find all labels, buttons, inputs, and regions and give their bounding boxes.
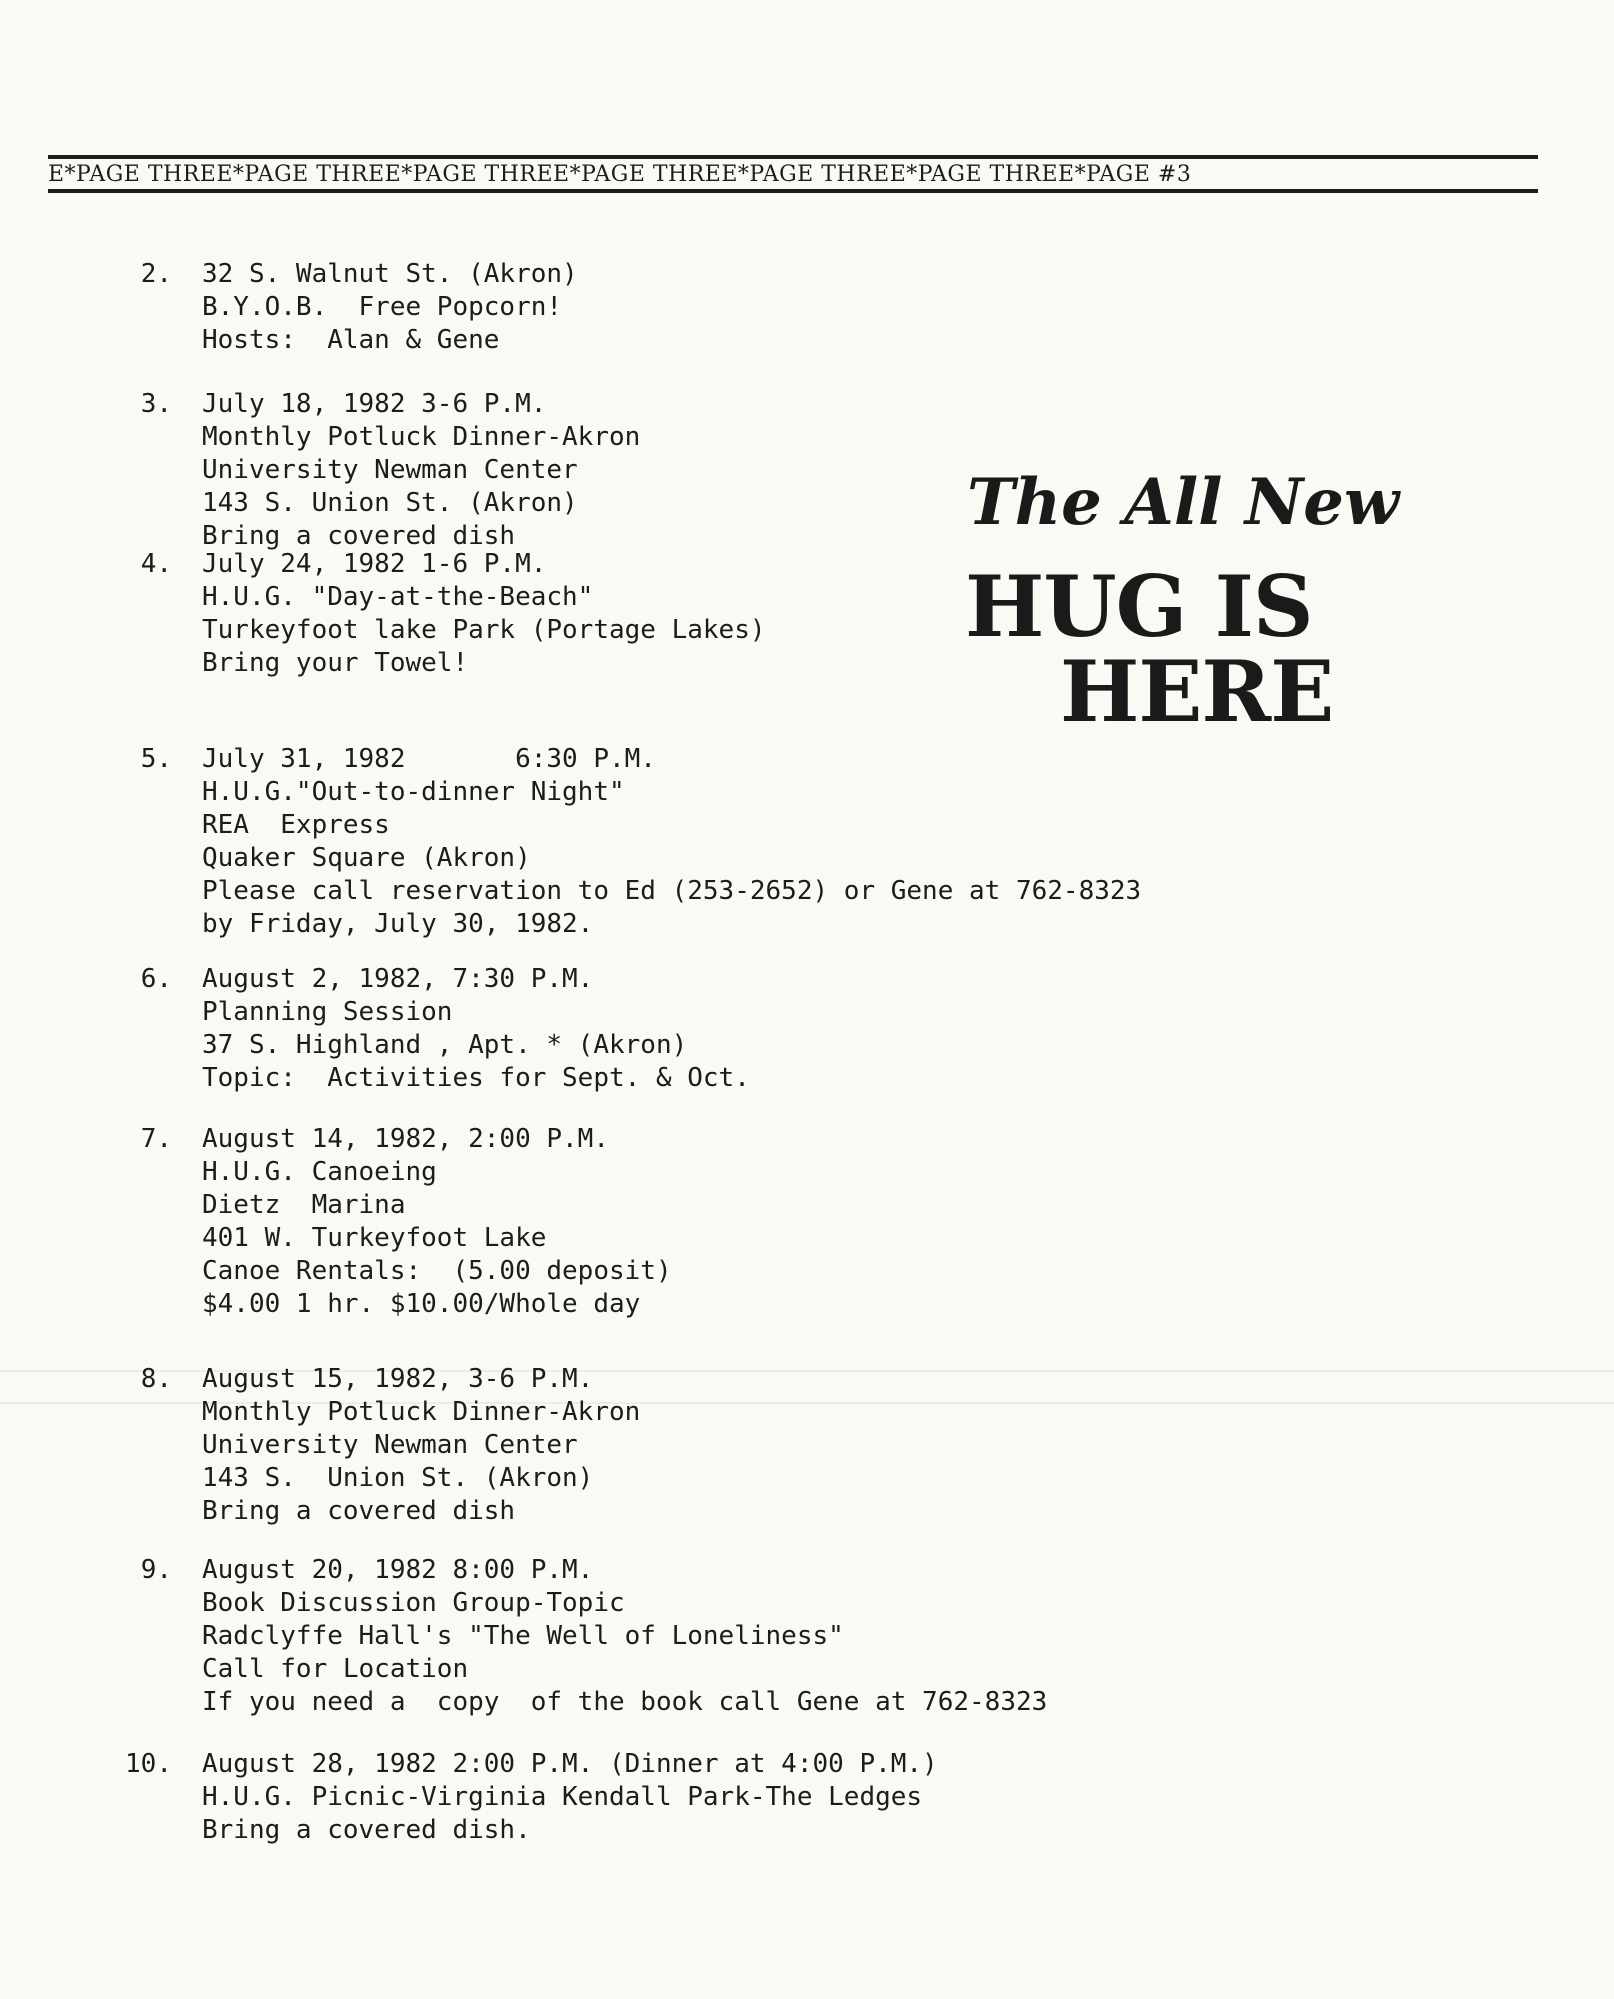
event-line: August 14, 1982, 2:00 P.M. — [202, 1124, 609, 1154]
event-line: 32 S. Walnut St. (Akron) — [202, 259, 578, 289]
event-number: 3. — [140, 389, 172, 419]
event-item — [120, 388, 1382, 553]
event-line: Quaker Square (Akron) — [202, 843, 531, 873]
event-item — [120, 258, 1382, 357]
page-header-text: E*PAGE THREE*PAGE THREE*PAGE THREE*PAGE THREE*PAGE THREE*PAGE THREE*PAGE #3 — [48, 162, 1192, 187]
event-line: Book Discussion Group-Topic — [202, 1588, 625, 1618]
event-line: Radclyffe Hall's "The Well of Loneliness" — [202, 1621, 844, 1651]
event-line: August 28, 1982 2:00 P.M. (Dinner at 4:00 P.M.) — [202, 1749, 938, 1779]
event-line: August 15, 1982, 3-6 P.M. — [202, 1364, 594, 1394]
event-line: August 20, 1982 8:00 P.M. — [202, 1555, 594, 1585]
event-line: Bring a covered dish. — [202, 1815, 531, 1845]
event-line: Bring a covered dish — [202, 1496, 516, 1526]
event-line: Monthly Potluck Dinner-Akron — [202, 1397, 641, 1427]
stamp-line-3: HERE — [1060, 642, 1334, 741]
event-item — [120, 743, 1382, 941]
event-item — [120, 963, 1382, 1095]
event-line: July 31, 1982 6:30 P.M. — [202, 744, 656, 774]
event-line: REA Express — [202, 810, 390, 840]
event-line: Bring a covered dish — [202, 521, 516, 551]
event-item — [120, 1748, 1382, 1847]
event-line: Monthly Potluck Dinner-Akron — [202, 422, 641, 452]
event-number: 8. — [140, 1364, 172, 1394]
event-line: If you need a copy of the book call Gene at 762-8323 — [202, 1687, 1048, 1717]
event-line: 143 S. Union St. (Akron) — [202, 1463, 594, 1493]
event-line: Please call reservation to Ed (253-2652) or Gene at 762-8323 — [202, 876, 1142, 906]
event-line: Canoe Rentals: (5.00 deposit) — [202, 1256, 672, 1286]
event-line: Hosts: Alan & Gene — [202, 325, 500, 355]
event-item — [120, 1554, 1382, 1719]
event-line: August 2, 1982, 7:30 P.M. — [202, 964, 594, 994]
event-line: Topic: Activities for Sept. & Oct. — [202, 1063, 750, 1093]
event-line: University Newman Center — [202, 455, 578, 485]
event-line: H.U.G."Out-to-dinner Night" — [202, 777, 625, 807]
event-line: Dietz Marina — [202, 1190, 406, 1220]
event-line: Planning Session — [202, 997, 453, 1027]
event-line: Bring your Towel! — [202, 648, 469, 678]
event-line: $4.00 1 hr. $10.00/Whole day — [202, 1289, 641, 1319]
event-line: H.U.G. Canoeing — [202, 1157, 437, 1187]
event-line: July 24, 1982 1-6 P.M. — [202, 549, 547, 579]
event-line: Call for Location — [202, 1654, 469, 1684]
page-header-bar — [48, 155, 1538, 193]
event-number: 10. — [125, 1749, 172, 1779]
event-item — [120, 1363, 1382, 1528]
event-line: H.U.G. Picnic-Virginia Kendall Park-The Ledges — [202, 1782, 923, 1812]
event-line: 143 S. Union St. (Akron) — [202, 488, 578, 518]
event-number: 6. — [140, 964, 172, 994]
event-line: University Newman Center — [202, 1430, 578, 1460]
event-line: B.Y.O.B. Free Popcorn! — [202, 292, 563, 322]
event-item — [120, 1123, 1382, 1321]
event-item — [120, 548, 1382, 680]
stamp-line-2: HUG IS — [965, 557, 1313, 656]
event-number: 4. — [140, 549, 172, 579]
stamp-line-1: The All New — [967, 465, 1400, 540]
event-number: 2. — [140, 259, 172, 289]
event-number: 7. — [140, 1124, 172, 1154]
event-line: H.U.G. "Day-at-the-Beach" — [202, 582, 594, 612]
event-number: 5. — [140, 744, 172, 774]
event-number: 9. — [140, 1555, 172, 1585]
event-line: July 18, 1982 3-6 P.M. — [202, 389, 547, 419]
event-line: Turkeyfoot lake Park (Portage Lakes) — [202, 615, 766, 645]
event-line: by Friday, July 30, 1982. — [202, 909, 594, 939]
event-line: 37 S. Highland , Apt. * (Akron) — [202, 1030, 688, 1060]
event-line: 401 W. Turkeyfoot Lake — [202, 1223, 547, 1253]
